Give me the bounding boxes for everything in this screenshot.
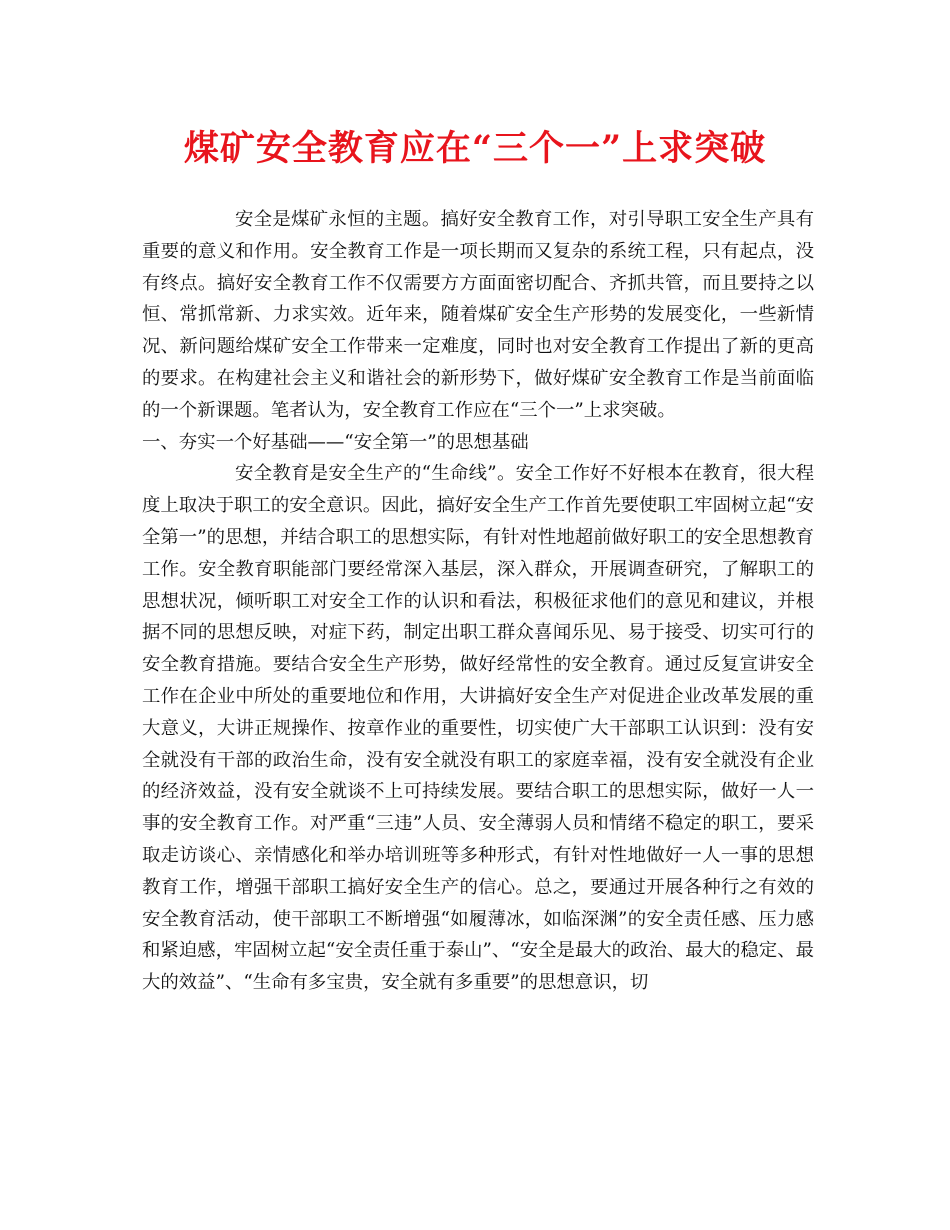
document-body — [142, 204, 814, 999]
section-heading: 一、夯实一个好基础——“安全第一”的思想基础 — [142, 431, 529, 453]
document-title: 煤矿安全教育应在“三个一”上求突破 — [183, 128, 767, 169]
intro-paragraph: 安全是煤矿永恒的主题。搞好安全教育工作，对引导职工安全生产具有重要的意义和作用。安全教育工作是一项长期而又复杂的系统工程，只有起点，没有终点。搞好安全教育工作不仅需要方方面面密切配合、齐抓共管，而且要持之以恒、常抓常新、力求实效。近年来，随着煤矿安全生产形势的发展变化，一些新情况、新问题给煤矿安全工作带来一定难度，同时也对安全教育工作提出了新的更高的要求。在构建社会主义和谐社会的新形势下，做好煤矿安全教育工作是当前面临的一个新课题。笔者认为，安全教育工作应在“三个一”上求突破。 — [142, 209, 814, 421]
section-paragraph: 安全教育是安全生产的“生命线”。安全工作好不好根本在教育，很大程度上取决于职工的安全意识。因此，搞好安全生产工作首先要使职工牢固树立起“安全第一”的思想，并结合职工的思想实际，有针对性地超前做好职工的安全思想教育工作。安全教育职能部门要经常深入基层，深入群众，开展调查研究，了解职工的思想状况，倾听职工对安全工作的认识和看法，积极征求他们的意见和建议，并根据不同的思想反映，对症下药，制定出职工群众喜闻乐见、易于接受、切实可行的安全教育措施。要结合安全生产形势，做好经常性的安全教育。通过反复宣讲安全工作在企业中所处的重要地位和作用，大讲搞好安全生产对促进企业改革发展的重大意义，大讲正规操作、按章作业的重要性，切实使广大干部职工认识到：没有安全就没有干部的政治生命，没有安全就没有职工的家庭幸福，没有安全就没有企业的经济效益，没有安全就谈不上可持续发展。要结合职工的思想实际，做好一人一事的安全教育工作。对严重“三违”人员、安全薄弱人员和情绪不稳定的职工，要采取走访谈心、亲情感化和举办培训班等多种形式，有针对性地做好一人一事的思想教育工作，增强干部职工搞好安全生产的信心。总之，要通过开展各种行之有效的安全教育活动，使干部职工不断增强“如履薄冰，如临深渊”的安全责任感、压力感和紧迫感，牢固树立起“安全责任重于泰山”、“安全是最大的政治、最大的稳定、最大的效益”、“生命有多宝贵，安全就有多重要”的思想意识，切 — [142, 463, 814, 994]
